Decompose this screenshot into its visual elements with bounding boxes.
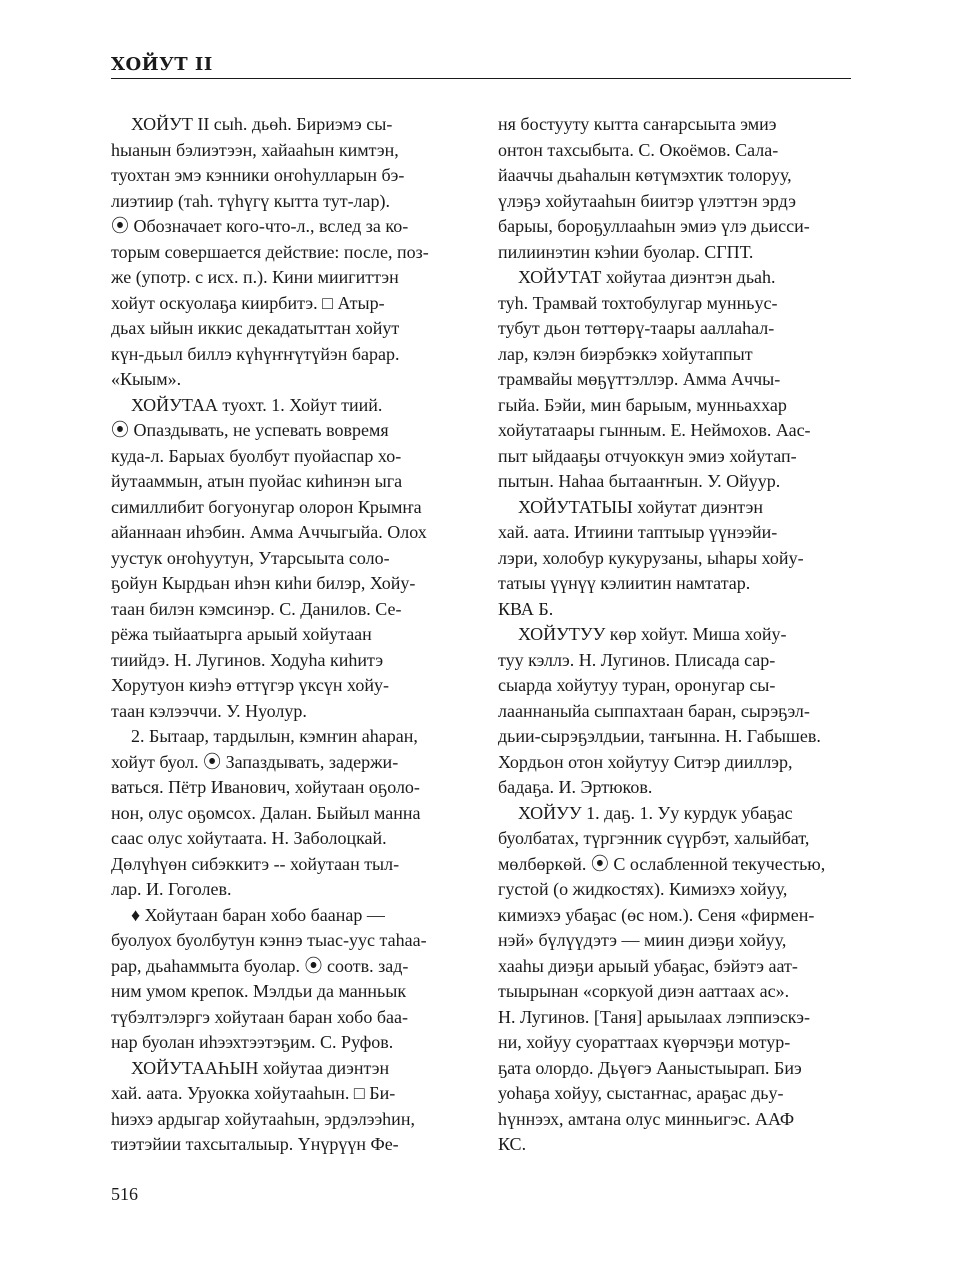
text-line: татыы үүнүү кэлиитин намтатар. [498,573,751,593]
text-line: таан билэн кэмсинэр. С. Данилов. Се- [111,598,402,619]
text-line: бадаҕа. И. Эртюков. [498,777,653,797]
text-line: Хорутуон киэһэ өттүгэр үксүн хойу- [111,675,389,695]
text-line: Дөлүһүөн сибэккитэ -- хойутаан тыл- [111,853,400,874]
text-line: хай. аата. Итиини таптыыр үүнээйи- [498,522,778,542]
text-line: кимиэхэ убаҕас (өс ном.). Сеня «фирмен- [498,904,815,925]
text-line: лар. И. Гоголев. [111,879,232,899]
text-line: һүннээх, амтана олус минньигэс. ААФ [498,1108,795,1129]
text-line: ХОЙУТ II сыһ. дьөһ. Бириэмэ сы- [131,114,393,134]
text-line: күн-дьыл биллэ күһүҥҥүтүйэн барар. [111,343,400,364]
text-line: рёжа тыйаатырга арыый хойутаан [111,624,372,644]
running-head: ХОЙУТ II [111,54,213,75]
text-line: туһ. Трамвай тохтобулугар мунньус- [498,292,778,313]
text-line: сыарда хойутуу туран, оронугар сы- [498,675,776,695]
text-line: 2. Бытаар, тардылын, кэмҥин аһаран, [131,726,418,746]
text-line: һыанын бэлиэтээн, хайааһын кимтэн, [111,139,399,160]
text-line: симиллибит богуонугар олорон Крымҥа [111,496,422,517]
text-line: ХОЙУУ 1. даҕ. 1. Уу курдук убаҕас [518,802,793,823]
text-line: ним умом крепок. Мэлдьи да манньык [111,981,407,1001]
text-line: «Кыым». [111,369,182,389]
text-line: һиэхэ ардыгар хойутааһын, эрдэлээһин, [111,1108,415,1129]
text-line: ҕата олордо. Дьүөгэ Ааныстыырап. Биэ [498,1057,802,1078]
text-line: барыы, бороҕуллааһын эмиэ үлэ дьисси- [498,216,810,236]
text-line: йааччы дьаһалын көтүмэхтик толоруу, [498,165,792,185]
text-line: ♦ Хойутаан баран хобо баанар — [131,904,385,925]
text-line: нон, олус оҕомсох. Далан. Быйыл манна [111,802,421,823]
text-line: ни, хойуу суораттаах күөрчэҕи мотур- [498,1032,791,1052]
text-line: торым совершается действие: после, поз- [111,241,429,262]
text-line: буолбатах, түргэнник сүүрбэт, халыйбат, [498,828,810,848]
text-line: ⦿ Опаздывать, не успевать вовремя [111,420,389,440]
text-line: КС. [498,1134,527,1154]
text-line: ХОЙУТАТЫЫ хойутат диэнтэн [518,496,763,517]
text-line: пыт ыйдааҕы отчуоккун эмиэ хойутап- [498,445,797,466]
text-line: пытын. Наһаа бытааҥҥын. У. Ойуур. [498,471,781,491]
header-rule [111,78,851,79]
text-line: хааһы диэҕи арыый убаҕас, бэйэтэ аат- [498,955,798,976]
text-line: рар, дьаһаммыта буолар. ⦿ соотв. зад- [111,955,409,976]
text-line: КВА Б. [498,598,554,619]
text-line: ХОЙУТАА туохт. 1. Хойут тиий. [131,394,383,415]
text-line: ня бостууту кытта саҥарсыыта эмиэ [498,114,777,134]
text-line: туохтан эмэ кэнники оҥоһулларын бэ- [111,165,405,185]
text-line: тиэтэйии тахсыталыыр. Үнүрүүн Фе- [111,1134,399,1154]
text-line: буолуох буолбутун кэннэ тыас-уус таһаа- [111,930,427,950]
text-line: хойутатаары гынным. Е. Неймохов. Аас- [498,420,811,440]
text-line: хойут буол. ⦿ Запаздывать, задержи- [111,751,399,772]
text-line: густой (о жидкостях). Кимиэхэ хойуу, [498,879,788,899]
text-line: пилиинэтин кэһии буолар. СГПТ. [498,241,754,262]
text-line: мөлбөркөй. ⦿ С ослабленной текучестью, [498,853,826,874]
text-line: дьах ыйын иккис декадатыттан хойут [111,318,400,338]
page-number: 516 [111,1184,138,1204]
text-line: дьии-сырэҕэлдьии, таҥынна. Н. Габышев. [498,726,821,746]
text-line: тиийдэ. Н. Лугинов. Ходуһа киһитэ [111,649,384,670]
right-column [498,112,850,1158]
text-line: ХОЙУТААҺЫН хойутаа диэнтэн [131,1057,390,1078]
text-line: уоһаҕа хойуу, сыстаҥнас, араҕас дьу- [498,1083,784,1103]
text-line: үлэҕэ хойутааһын биитэр үлэттэн эрдэ [498,190,796,211]
text-line: Хордьон отон хойутуу Ситэр дииллэр, [498,751,793,772]
text-line: туу кэллэ. Н. Лугинов. Плисада сар- [498,649,776,670]
text-line: айаннаан иһэбин. Амма Аччыгыйа. Олох [111,522,427,542]
text-line: онтон тахсыбыта. С. Окоёмов. Сала- [498,139,779,160]
text-line: ХОЙУТУУ көр хойут. Миша хойу- [518,624,787,644]
left-column [111,112,463,1158]
text-line: саас олус хойутаата. Н. Заболоцкай. [111,828,387,848]
text-line: тыырынан «соркуой диэн ааттаах ас». [498,981,790,1001]
text-line: хай. аата. Уруокка хойутааһын. □ Би- [111,1083,396,1103]
text-line: куда-л. Барыах буолбут пуойаспар хо- [111,445,402,466]
text-line: ХОЙУТАТ хойутаа диэнтэн дьаһ. [518,267,776,287]
text-line: же (употр. с исх. п.). Кини миигиттэн [111,267,399,287]
text-line: йутааммын, атын пуойас киһинэн ыга [111,471,403,491]
text-line: тубут дьон төттөрү-таары ааллаһал- [498,318,775,338]
text-line: лиэтиир (таһ. түһүгү кытта тут-лар). [111,190,391,211]
text-line: гыйа. Бэйи, мин барыым, мунньаххар [498,394,787,415]
text-line: трамвайы мөҕүттэллэр. Амма Аччы- [498,369,781,389]
text-line: ⦿ Обозначает кого-что-л., вслед за ко- [111,216,409,236]
text-line: лэри, холобур кукурузаны, ыһары хойу- [498,547,804,568]
text-line: уустук оҥоһуутун, Утарсыыта соло- [111,547,390,568]
text-line: лар, кэлэн биэрбэккэ хойутаппыт [498,343,753,364]
text-line: ваться. Пётр Иванович, хойутаан оҕоло- [111,777,420,797]
text-line: таан кэлээччи. У. Нуолур. [111,700,307,721]
text-line: ҕойун Кырдьан иһэн киһи билэр, Хойу- [111,573,416,593]
text-line: түбэлтэлэргэ хойутаан баран хобо баа- [111,1006,408,1027]
text-line: хойут оскуолаҕа киирбитэ. □ Атыр- [111,292,385,313]
text-line: лааннаныйа сыппахтаан баран, сырэҕэл- [498,700,810,721]
text-line: нэй» бүлүүдэтэ — миин диэҕи хойуу, [498,930,787,950]
text-line: нар буолан иһээхтээтэҕим. С. Руфов. [111,1032,394,1052]
text-line: Н. Лугинов. [Таня] арыылаах лэппиэскэ- [498,1006,811,1027]
